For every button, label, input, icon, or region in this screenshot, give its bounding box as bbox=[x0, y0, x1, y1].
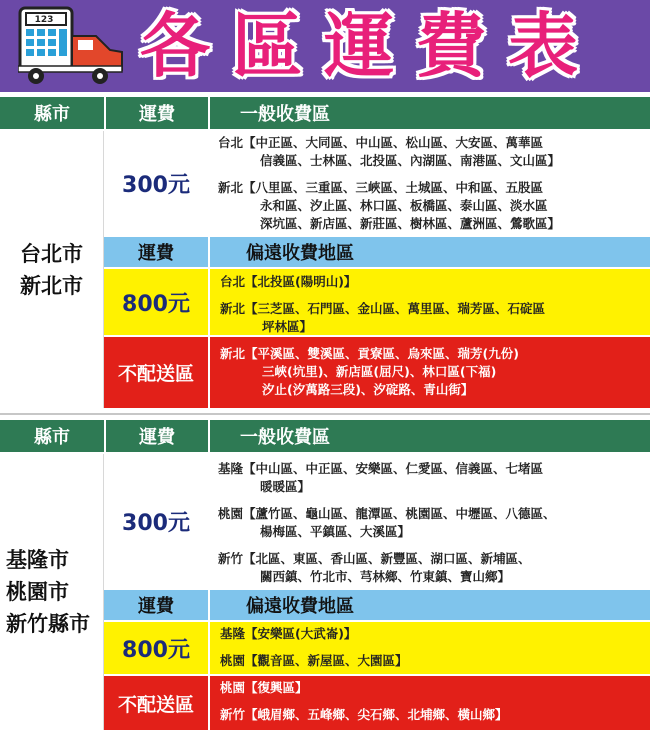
no-delivery-areas bbox=[208, 335, 650, 408]
area-line: 台北【中正區、大同區、中山區、松山區、大安區、萬華區 bbox=[218, 135, 544, 150]
remote-zone-header: 偏遠收費地區 bbox=[208, 588, 650, 620]
area-line: 桃園【復興區】 bbox=[220, 680, 308, 695]
city-list bbox=[0, 454, 104, 730]
remote-price: 800元 bbox=[104, 620, 208, 674]
city-name: 桃園市 bbox=[6, 580, 69, 604]
remote-fee-header: 運費 bbox=[104, 235, 208, 267]
delivery-truck-calculator-icon bbox=[18, 6, 128, 86]
area-line: 新北【平溪區、雙溪區、貢寮區、烏來區、瑞芳(九份) bbox=[220, 346, 519, 361]
section-keelung-taoyuan-hsinchu bbox=[0, 420, 650, 730]
remote-fee-header: 運費 bbox=[104, 588, 208, 620]
area-line: 永和區、汐止區、林口區、板橋區、泰山區、淡水區 bbox=[260, 198, 548, 213]
city-name: 台北市 bbox=[20, 241, 83, 266]
no-delivery-areas bbox=[208, 674, 650, 730]
remote-areas bbox=[208, 620, 650, 674]
area-line: 汐止(汐萬路三段)、汐碇路、青山街】 bbox=[262, 382, 474, 397]
city-name: 基隆市 bbox=[6, 548, 69, 572]
area-line: 深坑區、新店區、新莊區、樹林區、蘆洲區、鶯歌區】 bbox=[260, 216, 561, 231]
area-line: 新竹【北區、東區、香山區、新豐區、湖口區、新埔區、 bbox=[218, 551, 531, 566]
area-line: 新北【三芝區、石門區、金山區、萬里區、瑞芳區、石碇區 bbox=[220, 301, 546, 316]
general-areas bbox=[208, 454, 650, 588]
general-price: 300元 bbox=[104, 131, 208, 235]
page-title: 各區運費表 bbox=[140, 5, 600, 87]
section-divider bbox=[0, 413, 650, 415]
area-line: 桃園【觀音區、新屋區、大園區】 bbox=[220, 653, 408, 668]
area-line: 楊梅區、平鎮區、大溪區】 bbox=[260, 524, 411, 539]
remote-areas bbox=[208, 267, 650, 335]
header-fee: 運費 bbox=[104, 97, 208, 131]
city-name: 新北市 bbox=[20, 273, 83, 298]
area-line: 台北【北投區(陽明山)】 bbox=[220, 274, 357, 289]
area-line: 新北【八里區、三重區、三峽區、土城區、中和區、五股區 bbox=[218, 180, 544, 195]
no-delivery-label: 不配送區 bbox=[104, 674, 208, 730]
header-zone: 一般收費區 bbox=[208, 420, 650, 454]
calculator-display-text: 123 bbox=[34, 15, 54, 25]
area-line: 新竹【峨眉鄉、五峰鄉、尖石鄉、北埔鄉、橫山鄉】 bbox=[220, 707, 508, 722]
area-line: 坪林區】 bbox=[262, 319, 313, 334]
area-line: 桃園【蘆竹區、龜山區、龍潭區、桃園區、中壢區、八德區、 bbox=[218, 506, 556, 521]
section-taipei-newtaipei bbox=[0, 97, 650, 408]
header-city: 縣市 bbox=[0, 97, 104, 131]
banner bbox=[0, 0, 650, 92]
remote-zone-header: 偏遠收費地區 bbox=[208, 235, 650, 267]
area-line: 基隆【安樂區(大武崙)】 bbox=[220, 626, 357, 641]
header-city: 縣市 bbox=[0, 420, 104, 454]
area-line: 基隆【中山區、中正區、安樂區、仁愛區、信義區、七堵區 bbox=[218, 461, 544, 476]
city-list bbox=[0, 131, 104, 408]
general-price: 300元 bbox=[104, 454, 208, 588]
header-zone: 一般收費區 bbox=[208, 97, 650, 131]
header-fee: 運費 bbox=[104, 420, 208, 454]
area-line: 三峽(坑里)、新店區(屈尺)、林口區(下福) bbox=[262, 364, 497, 379]
area-line: 關西鎮、竹北市、芎林鄉、竹東鎮、寶山鄉】 bbox=[260, 569, 511, 584]
area-line: 信義區、士林區、北投區、內湖區、南港區、文山區】 bbox=[260, 153, 561, 168]
no-delivery-label: 不配送區 bbox=[104, 335, 208, 408]
city-name: 新竹縣市 bbox=[6, 612, 90, 636]
area-line: 暖暖區】 bbox=[260, 479, 311, 494]
general-areas bbox=[208, 131, 650, 235]
remote-price: 800元 bbox=[104, 267, 208, 335]
